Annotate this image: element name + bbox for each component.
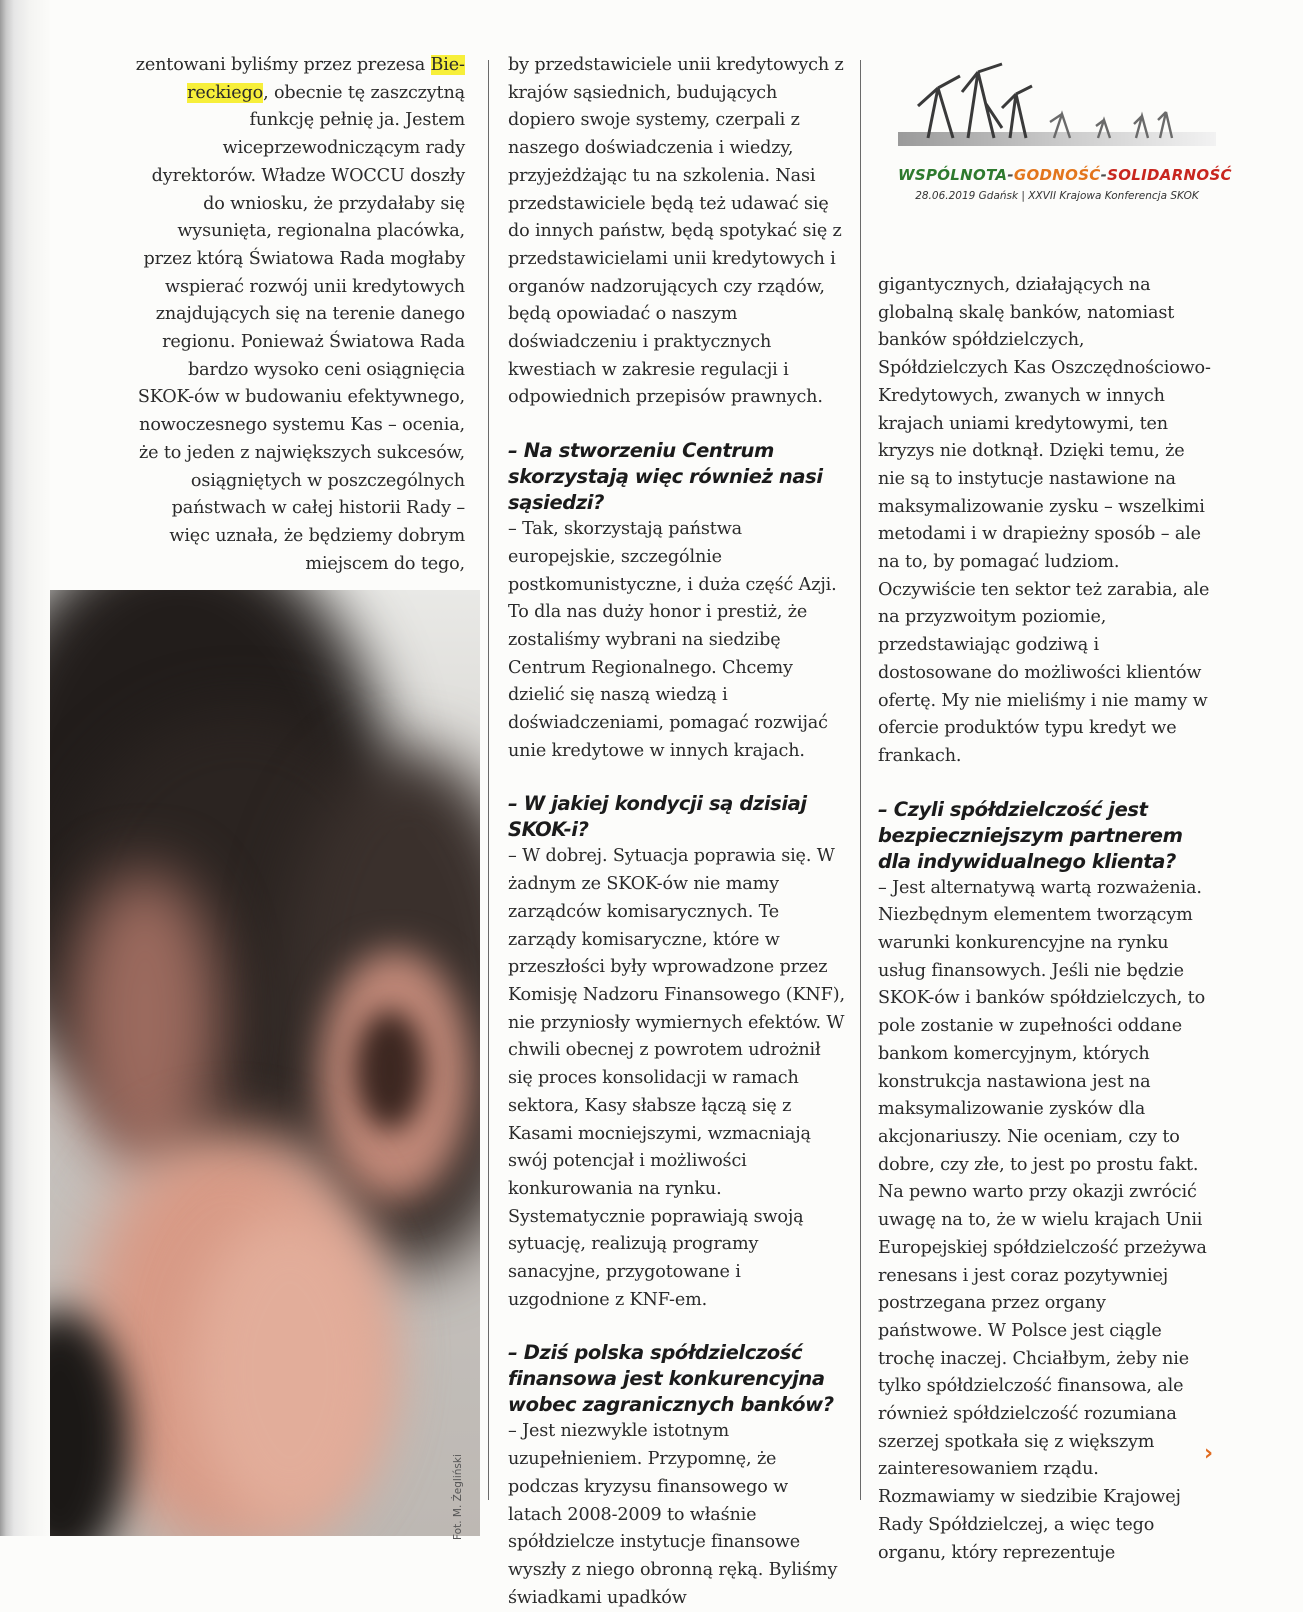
- interview-question: – Dziś polska spółdzielczość finansowa jest konkurencyjna wobec zagranicznych banków?: [508, 1341, 834, 1417]
- article-column-3: [878, 272, 1214, 1567]
- text-run: , obecnie tę zaszczytną funkcję pełnię ja. Jestem wiceprzewodniczącym rady dyrektorów. Władze WOCCU doszły do wniosku, że przydałaby się wysunięta, regionalna placówka, przez którą Światowa Rada mogłaby wspierać rozwój unii kredytowych znajdujących się na terenie danego regionu. Ponieważ Światowa Rada bardzo wysoko ceni osiągnięcia SKOK-ów w budowaniu efektywnego, nowoczesnego systemu Kas – ocenia, że to jeden z największych sukcesów, osiągniętych w poszczególnych państwach w całej historii Rady – więc uznała, że będziemy dobrym miejscem do tego,: [137, 82, 465, 574]
- slogan-word: WSPÓLNOTA: [898, 166, 1008, 184]
- text-run: zentowani byliśmy przez prezesa: [135, 55, 431, 75]
- article-column-1: [135, 52, 465, 578]
- page-spine-shadow: [0, 0, 50, 1536]
- slogan-separator: -: [1100, 166, 1108, 184]
- highlighted-name: Biereckiego: [187, 55, 465, 103]
- slogan-word: SOLIDARNOŚĆ: [1107, 166, 1232, 184]
- interview-answer: – W dobrej. Sytuacja poprawia się. W żadnym ze SKOK-ów nie mamy zarządców komisarycznych. Te zarządy komisaryczne, które w przeszłości były wprowadzone przez Komisję Nadzoru Finansowego (KNF), nie przyniosły wymiernych efektów. W chwili obecnej z powrotem udrożnił się proces konsolidacji w ramach sektora, Kasy słabsze łączą się z Kasami mocniejszymi, wzmacniają swój potencjał i możliwości konkurowania na rynku. Systematycznie poprawiają swoją sytuację, realizują programy sanacyjne, przygotowane i uzgodnione z KNF-em.: [508, 846, 845, 1310]
- interview-question: – Czyli spółdzielczość jest bezpieczniejszym partnerem dla indywidualnego klienta?: [878, 797, 1183, 873]
- conference-slogan: [898, 166, 1232, 184]
- interview-question: – W jakiej kondycji są dzisiaj SKOK-i?: [508, 792, 807, 842]
- column-divider: [488, 60, 489, 1500]
- portrait-photo: [50, 590, 480, 1536]
- slogan-word: GODNOŚĆ: [1013, 166, 1101, 184]
- paragraph: by przedstawiciele unii kredytowych z krajów sąsiednich, budujących dopiero swoje systemy, czerpali z naszego doświadczenia i wiedzy, przyjeżdżając tu na szkolenia. Nasi przedstawiciele będą też udawać się do innych państw, będą spotykać się z przedstawicielami unii kredytowych i organów nadzorujących czy rządów, będą opowiadać o naszym doświadczeniu i praktycznych kwestiach w zakresie regulacji i odpowiednich przepisów prawnych.: [508, 55, 844, 408]
- article-column-2: [508, 52, 846, 1612]
- conference-date-location: 28.06.2019 Gdańsk | XXVII Krajowa Konferencja SKOK: [915, 190, 1199, 202]
- interview-answer: – Tak, skorzystają państwa europejskie, szczególnie postkomunistyczne, i duża część Azji. To dla nas duży honor i prestiż, że zostaliśmy wybrani na siedzibę Centrum Regionalnego. Chcemy dzielić się naszą wiedzą i doświadczeniami, pomagać rozwijać unie kredytowe w innych krajach.: [508, 519, 837, 761]
- photo-credit: [452, 1526, 464, 1540]
- column-divider: [860, 60, 861, 1500]
- slogan-separator: -: [1007, 166, 1014, 184]
- interview-answer: – Jest alternatywą wartą rozważenia. Niezbędnym elementem tworzącym warunki konkurencyjne na rynku usług finansowych. Jeśli nie będzie SKOK-ów i banków spółdzielczych, to pole zostanie w zupełności oddane bankom komercyjnym, których konstrukcja nastawiona jest na maksymalizowanie zysków dla akcjonariuszy. Nie oceniam, czy to dobre, czy złe, to jest po prostu fakt. Na pewno warto przy okazji zwrócić uwagę na to, że w wielu krajach Unii Europejskiej spółdzielczość przeżywa renesans i jest coraz pozytywniej postrzegana przez organy państwowe. W Polsce jest ciągle trochę inaczej. Chciałbym, żeby nie tylko spółdzielczość finansowa, ale również spółdzielczość rozumiana szerzej spotkała się z większym zainteresowaniem rządu. Rozmawiamy w siedzibie Krajowej Rady Spółdzielczej, a więc tego organu, który reprezentuje: [878, 877, 1207, 1563]
- interview-answer: – Jest niezwykle istotnym uzupełnieniem. Przypomnę, że podczas kryzysu finansowego w latach 2008-2009 to właśnie spółdzielcze instytucje finansowe wyszły z niego obronną ręką. Byliśmy świadkami upadków: [508, 1421, 838, 1608]
- paragraph: gigantycznych, działających na globalną skalę banków, natomiast banków spółdzielczych, Spółdzielczych Kas Oszczędnościowo-Kredytowych, zwanych w innych krajach uniami kredytowymi, ten kryzys nie dotknął. Dzięki temu, że nie są to instytucje nastawione na maksymalizowanie zysku – wszelkimi metodami i w drapieżny sposób – ale na to, by pomagać ludziom. Oczywiście ten sektor też zarabia, ale na przyzwoitym poziomie, przedstawiając godziwą i dostosowane do możliwości klientów ofertę. My nie mieliśmy i nie mamy w ofercie produktów typu kredyt we frankach.: [878, 275, 1211, 766]
- paragraph: [135, 52, 465, 578]
- chevron-right-icon: ›: [1204, 1441, 1214, 1466]
- interview-question: – Na stworzeniu Centrum skorzystają więc również nasi sąsiedzi?: [508, 439, 823, 515]
